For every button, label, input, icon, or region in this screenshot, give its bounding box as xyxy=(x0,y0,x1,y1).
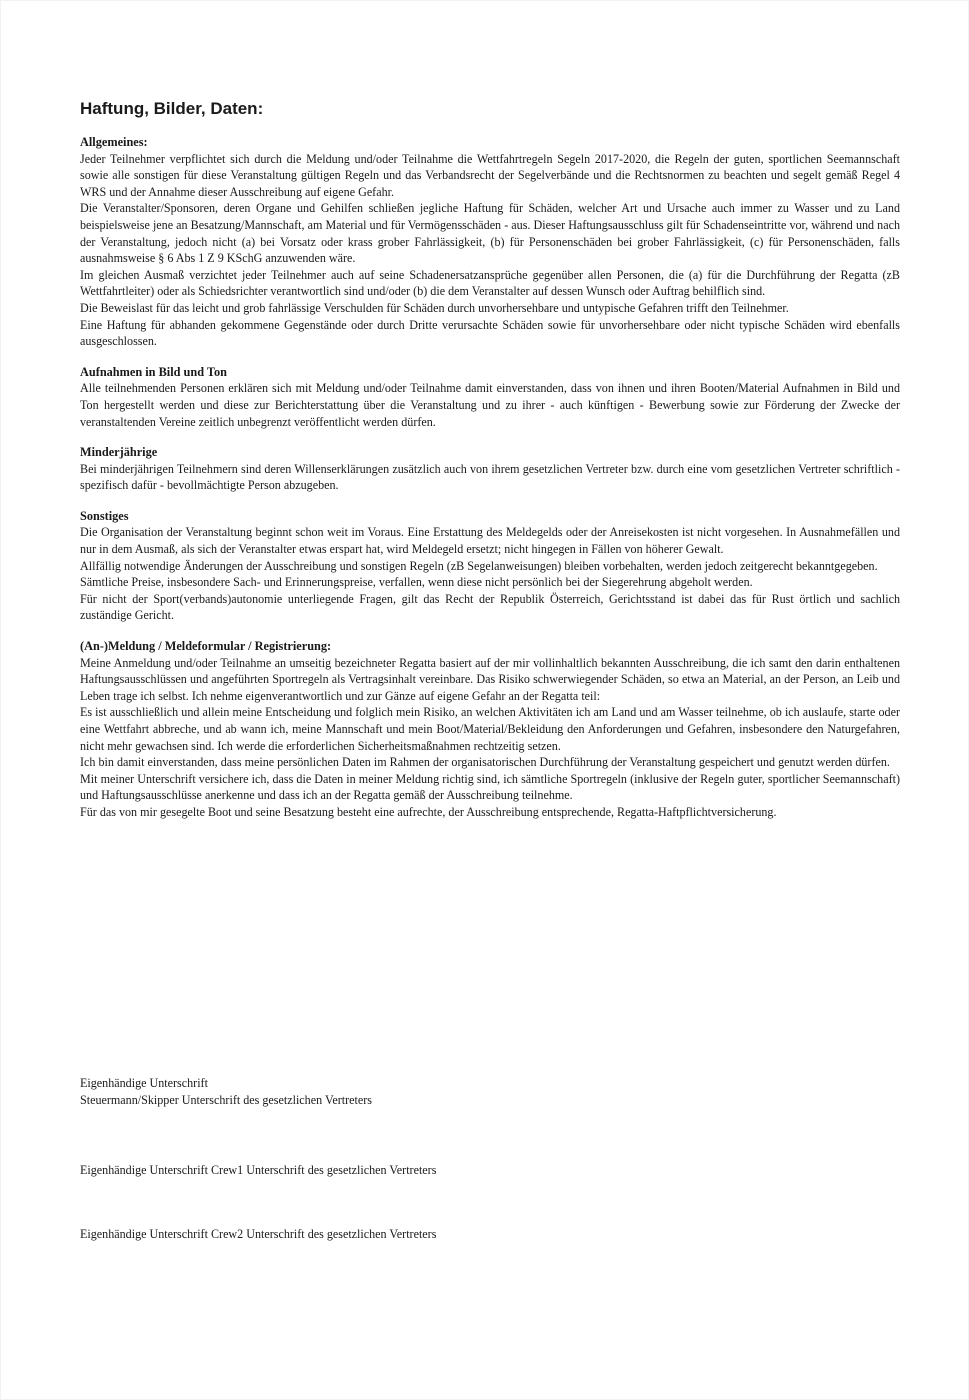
paragraph: Jeder Teilnehmer verpflichtet sich durch die Meldung und/oder Teilnahme die Wettfahrtregeln Segeln 2017-2020, die Regeln der guten, sportlichen Seemannschaft sowie alle sonstigen für diese Veranstaltung gültigen Regeln und das Verbandsrecht der Segelverbände und die Rechtsnormen zu beachten und segelt gemäß Regel 4 WRS und der Annahme dieser Ausschreibung auf eigene Gefahr. xyxy=(80,151,900,199)
section-heading: (An-)Meldung / Meldeformular / Registrierung: xyxy=(80,639,332,654)
paragraph: Alle teilnehmenden Personen erklären sich mit Meldung und/oder Teilnahme damit einverstanden, dass von ihnen und ihren Booten/Material Aufnahmen in Bild und Ton hergestellt werden und diese zur Berichterstattung über die Veranstaltung und zu ihrer - auch künftigen - Bewerbung sowie zur Förderung der Zwecke der veranstaltenden Vereine zeitlich unbegrenzt veröffentlicht werden dürfen. xyxy=(80,381,900,429)
paragraph: Die Organisation der Veranstaltung beginnt schon weit im Voraus. Eine Erstattung des Meldegelds oder der Anreisekosten ist nicht vorgesehen. In Ausnahmefällen und nur in dem Ausmaß, als sich der Veranstalter etwas erspart hat, wird Meldegeld ersetzt; nicht hingegen in Fällen von höherer Gewalt. xyxy=(80,525,900,557)
paragraph: Die Veranstalter/Sponsoren, deren Organe und Gehilfen schließen jegliche Haftung für Schäden, welcher Art und Ursache auch immer zu Wasser und zu Land beispielsweise jene an Besatzung/Mannschaft, am Material und für Vermögensschäden - aus. Dieser Haftungsausschluss gilt für Schadenseintritte vor, während und nach der Veranstaltung, jedoch nicht (a) bei Vorsatz oder krass grober Fahrlässigkeit, (b) für Personenschäden bei grober Fahrlässigkeit, (c) für Personenschäden, falls ausnahmsweise § 6 Abs 1 Z 9 KSchG anzuwenden wäre. xyxy=(80,201,900,266)
paragraph: Mit meiner Unterschrift versichere ich, dass die Daten in meiner Meldung richtig sind, ich sämtliche Sportregeln (inklusive der Regeln guter, sportlicher Seemannschaft) und Haftungsausschlüsse anerkenne und dass ich an der Regatta gemäß der Ausschreibung teilnehme. xyxy=(80,771,900,803)
paragraph: Für das von mir gesegelte Boot und seine Besatzung besteht eine aufrechte, der Ausschreibung entsprechende, Regatta-Haftpflichtversicherung. xyxy=(80,804,777,819)
section-sonstiges xyxy=(80,508,900,624)
paragraph: Bei minderjährigen Teilnehmern sind deren Willenserklärungen zusätzlich auch von ihrem gesetzlichen Vertreter bzw. durch eine vom gesetzlichen Vertreter schriftlich - spezifisch dafür - bevollmächtigte Person abzugeben. xyxy=(80,461,900,493)
signature-label: Steuermann/Skipper Unterschrift des gesetzlichen Vertreters xyxy=(80,1092,372,1107)
paragraph: Ich bin damit einverstanden, dass meine persönlichen Daten im Rahmen der organisatorischen Durchführung der Veranstaltung gespeichert und genutzt werden dürfen. xyxy=(80,755,890,770)
paragraph: Allfällig notwendige Änderungen der Ausschreibung und sonstigen Regeln (zB Segelanweisungen) bleiben vorbehalten, werden jedoch zeitgerecht bekanntgegeben. xyxy=(80,558,878,573)
section-allgemeines xyxy=(80,134,900,350)
paragraph: Meine Anmeldung und/oder Teilnahme an umseitig bezeichneter Regatta basiert auf der mir vollinhaltlich bekannten Ausschreibung, die ich samt den darin enthaltenen Haftungsausschlüssen und angeführten Sportregeln als Vertragsinhalt vereinbare. Das Risiko schwerwiegender Schäden, so etwa an Material, an der Person, an Leib und Leben trage ich selbst. Ich nehme eigenverantwortlich und zur Gänze auf eigene Gefahr an der Regatta teil: xyxy=(80,655,900,703)
signature-crew1 xyxy=(80,1162,436,1179)
section-heading: Aufnahmen in Bild und Ton xyxy=(80,364,227,379)
signature-crew2 xyxy=(80,1226,436,1243)
paragraph: Die Beweislast für das leicht und grob fahrlässige Verschulden für Schäden durch unvorhersehbare und untypische Gefahren trifft den Teilnehmer. xyxy=(80,300,789,315)
section-heading: Sonstiges xyxy=(80,508,129,523)
document-title: Haftung, Bilder, Daten: xyxy=(80,99,264,118)
section-aufnahmen xyxy=(80,364,900,430)
section-heading: Minderjährige xyxy=(80,445,158,460)
section-heading: Allgemeines: xyxy=(80,135,148,149)
signature-label: Eigenhändige Unterschrift Crew1 Unterschrift des gesetzlichen Vertreters xyxy=(80,1163,437,1177)
signature-skipper xyxy=(80,1075,372,1108)
paragraph: Es ist ausschließlich und allein meine Entscheidung und folglich mein Risiko, an welchen Aktivitäten ich am Land und am Wasser teilnehme, ob ich auslaufe, starte oder eine Wettfahrt abbreche, und ab wann ich, meine Mannschaft und mein Boot/Material/Bekleidung den Anforderungen und Gefahren, insbesondere den Naturgefahren, nicht mehr gewachsen sind. Ich werde die erforderlichen Sicherheitsmaßnahmen rechtzeitig setzen. xyxy=(80,705,900,753)
signature-label: Eigenhändige Unterschrift Crew2 Unterschrift des gesetzlichen Vertreters xyxy=(80,1227,437,1241)
paragraph: Eine Haftung für abhanden gekommene Gegenstände oder durch Dritte verursachte Schäden sowie für unvorhersehbare oder nicht typische Schäden wird ebenfalls ausgeschlossen. xyxy=(80,317,900,349)
paragraph: Im gleichen Ausmaß verzichtet jeder Teilnehmer auch auf seine Schadenersatzansprüche gegenüber allen Personen, die (a) für die Durchführung der Regatta (zB Wettfahrtleiter) oder als Schiedsrichter verantwortlich sind und/oder (b) die dem Veranstalter auf dessen Wunsch oder Auftrag behilflich sind. xyxy=(80,267,900,299)
paragraph: Sämtliche Preise, insbesondere Sach- und Erinnerungspreise, verfallen, wenn diese nicht persönlich bei der Siegerehrung abgeholt werden. xyxy=(80,575,753,590)
section-minderjaehrige xyxy=(80,444,900,494)
signature-label: Eigenhändige Unterschrift xyxy=(80,1076,208,1090)
paragraph: Für nicht der Sport(verbands)autonomie unterliegende Fragen, gilt das Recht der Republik Österreich, Gerichtsstand ist dabei das für Rust örtlich und sachlich zuständige Gericht. xyxy=(80,591,900,623)
section-anmeldung xyxy=(80,638,900,821)
document-body xyxy=(80,98,900,835)
